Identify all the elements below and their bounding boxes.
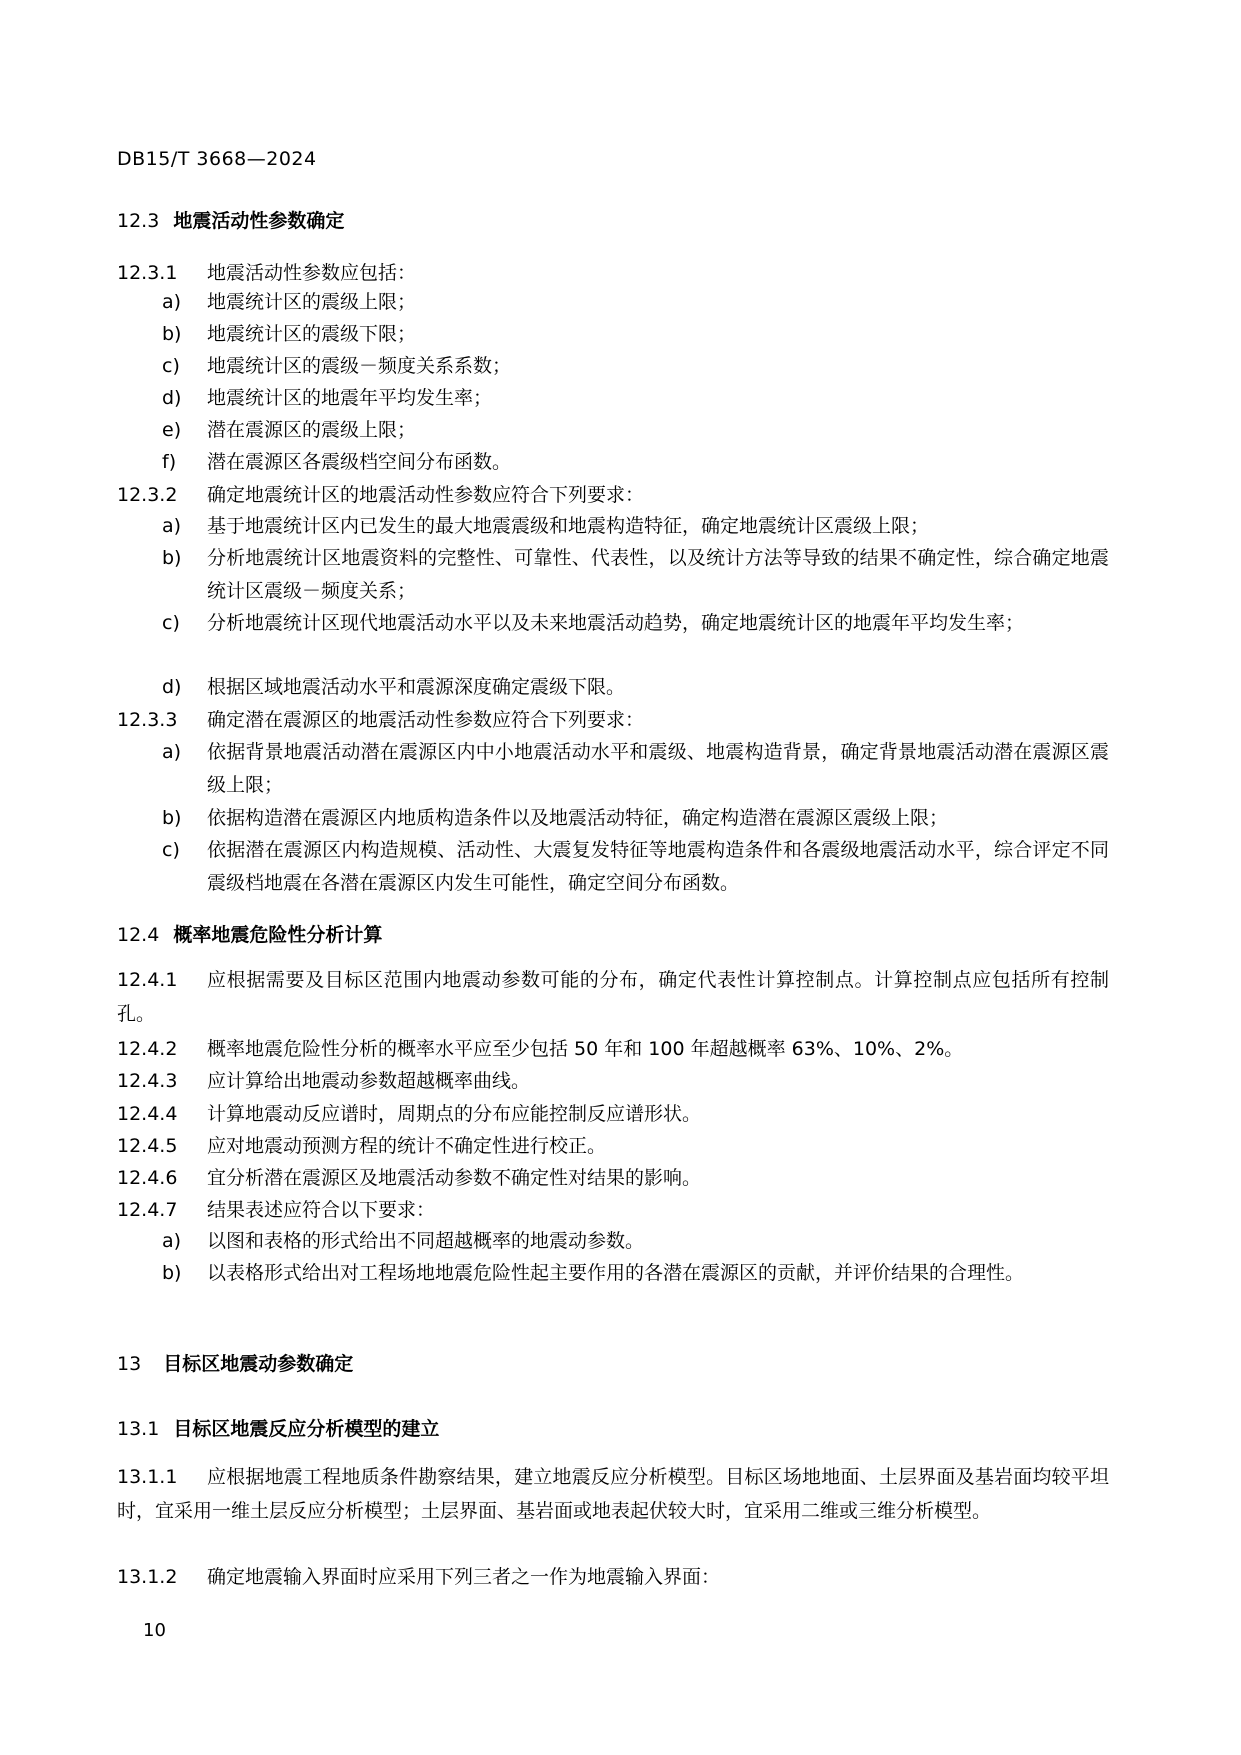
item-label: a) <box>162 515 182 537</box>
document-id: DB15/T 3668—2024 <box>117 148 317 170</box>
item-label: a) <box>162 1230 182 1252</box>
chapter-number: 13 <box>117 1353 142 1375</box>
item-text: 以图和表格的形式给出不同超越概率的地震动参数。 <box>207 1230 645 1252</box>
section-number: 12.3 <box>117 210 160 232</box>
clause-text: 计算地震动反应谱时，周期点的分布应能控制反应谱形状。 <box>207 1103 702 1125</box>
clause-number: 12.3.3 <box>117 709 178 731</box>
item-text: 根据区域地震活动水平和震源深度确定震级下限。 <box>207 676 626 698</box>
chapter-heading-13 <box>117 1349 353 1376</box>
item-label: f) <box>162 451 177 473</box>
item-label: b) <box>162 547 182 569</box>
clause-number: 12.4.6 <box>117 1167 178 1189</box>
item-label: d) <box>162 387 182 409</box>
section-heading-12-3 <box>117 206 344 233</box>
item-text: 地震统计区的地震年平均发生率； <box>207 387 493 409</box>
section-number: 12.4 <box>117 924 160 946</box>
clause-text: 结果表述应符合以下要求： <box>207 1199 436 1221</box>
clause-number: 12.4.4 <box>117 1103 178 1125</box>
section-title: 地震活动性参数确定 <box>173 210 345 232</box>
item-text: 地震统计区的震级上限； <box>207 291 417 313</box>
item-label: c) <box>162 839 180 861</box>
clause-number: 12.4.3 <box>117 1070 178 1092</box>
clause-12-4-1 <box>117 963 1117 1031</box>
clause-number: 13.1.1 <box>117 1466 178 1488</box>
item-text: 地震统计区的震级－频度关系系数； <box>207 355 512 377</box>
clause-number: 12.4.1 <box>117 969 178 991</box>
section-heading-12-4 <box>117 920 382 947</box>
clause-text: 确定地震统计区的地震活动性参数应符合下列要求： <box>207 484 645 506</box>
item-label: a) <box>162 291 182 313</box>
clause-text: 应对地震动预测方程的统计不确定性进行校正。 <box>207 1135 607 1157</box>
clause-text: 应计算给出地震动参数超越概率曲线。 <box>207 1070 531 1092</box>
item-text: 地震统计区的震级下限； <box>207 323 417 345</box>
item-text: 分析地震统计区地震资料的完整性、可靠性、代表性，以及统计方法等导致的结果不确定性，综合确定地震统计区震级－频度关系； <box>207 547 1109 602</box>
clause-text: 应根据地震工程地质条件勘察结果，建立地震反应分析模型。目标区场地地面、土层界面及基岩面均较平坦时，宜采用一维土层反应分析模型；土层界面、基岩面或地表起伏较大时，宜采用二维或三维分析模型。 <box>117 1466 1109 1522</box>
section-heading-13-1 <box>117 1414 439 1441</box>
item-label: b) <box>162 1262 182 1284</box>
item-label: d) <box>162 676 182 698</box>
chapter-title: 目标区地震动参数确定 <box>163 1353 354 1375</box>
item-label: b) <box>162 807 182 829</box>
item-text: 依据构造潜在震源区内地质构造条件以及地震活动特征，确定构造潜在震源区震级上限； <box>207 807 949 829</box>
item-label: c) <box>162 355 180 377</box>
clause-text: 地震活动性参数应包括： <box>207 262 417 284</box>
clause-text: 应根据需要及目标区范围内地震动参数可能的分布，确定代表性计算控制点。计算控制点应包括所有控制孔。 <box>117 969 1109 1025</box>
item-text: 分析地震统计区现代地震活动水平以及未来地震活动趋势，确定地震统计区的地震年平均发生率； <box>207 612 1025 634</box>
item-text: 以表格形式给出对工程场地地震危险性起主要作用的各潜在震源区的贡献，并评价结果的合理性。 <box>207 1262 1025 1284</box>
item-text: 潜在震源区各震级档空间分布函数。 <box>207 451 512 473</box>
item-text: 依据潜在震源区内构造规模、活动性、大震复发特征等地震构造条件和各震级地震活动水平，综合评定不同震级档地震在各潜在震源区内发生可能性，确定空间分布函数。 <box>207 839 1109 894</box>
item-label: b) <box>162 323 182 345</box>
item-label: c) <box>162 612 180 634</box>
clause-text: 确定潜在震源区的地震活动性参数应符合下列要求： <box>207 709 645 731</box>
clause-number: 12.4.2 <box>117 1038 178 1060</box>
item-text: 依据背景地震活动潜在震源区内中小地震活动水平和震级、地震构造背景，确定背景地震活动潜在震源区震级上限； <box>207 741 1109 796</box>
item-label: e) <box>162 419 182 441</box>
section-number: 13.1 <box>117 1418 160 1440</box>
clause-number: 12.4.5 <box>117 1135 178 1157</box>
clause-text: 宜分析潜在震源区及地震活动参数不确定性对结果的影响。 <box>207 1167 702 1189</box>
clause-text: 概率地震危险性分析的概率水平应至少包括 50 年和 100 年超越概率 63%、10%、2%。 <box>207 1038 964 1060</box>
item-label: a) <box>162 741 182 763</box>
clause-number: 12.3.2 <box>117 484 178 506</box>
clause-number: 12.3.1 <box>117 262 178 284</box>
clause-number: 13.1.2 <box>117 1566 178 1588</box>
clause-text: 确定地震输入界面时应采用下列三者之一作为地震输入界面： <box>207 1566 721 1588</box>
item-text: 基于地震统计区内已发生的最大地震震级和地震构造特征，确定地震统计区震级上限； <box>207 515 930 537</box>
clause-13-1-1 <box>117 1460 1117 1528</box>
page-number: 10 <box>143 1620 166 1641</box>
clause-number: 12.4.7 <box>117 1199 178 1221</box>
section-title: 目标区地震反应分析模型的建立 <box>173 1418 440 1440</box>
section-title: 概率地震危险性分析计算 <box>173 924 383 946</box>
item-text: 潜在震源区的震级上限； <box>207 419 417 441</box>
